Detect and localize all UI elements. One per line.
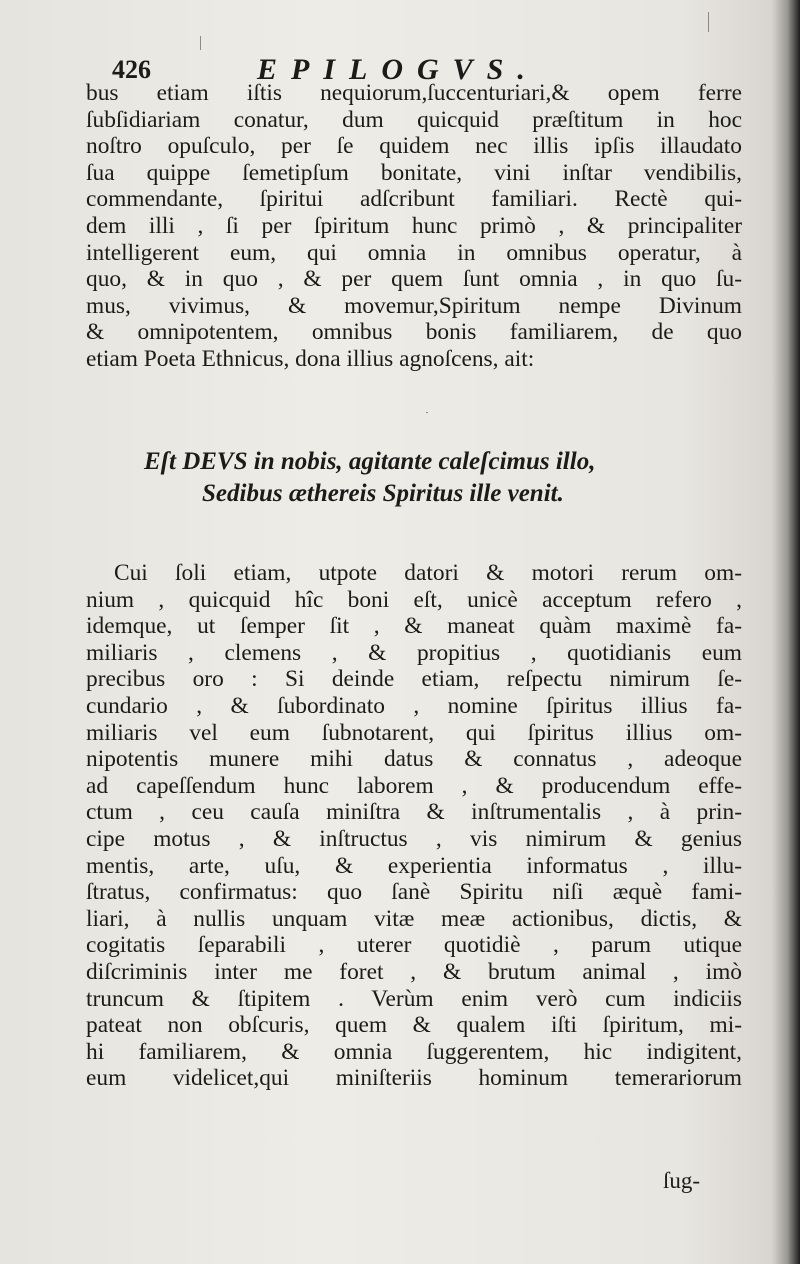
text-line: precibus oro : Si deinde etiam, reſpectu nimirum ſe- [86, 666, 742, 693]
text-line: cipe motus , & inſtructus , vis nimirum & genius [86, 825, 742, 852]
text-line: cogitatis ſeparabili , uterer quotidiè , parum utique [86, 932, 742, 959]
text-line: dem illi , ſi per ſpiritum hunc primò , & principaliter [86, 212, 742, 239]
verse-line-2: Sedibus æthereis Spiritus ille venit. [202, 480, 564, 507]
text-line: & omnipotentem, omnibus bonis familiarem, de quo [86, 319, 742, 346]
text-line: mentis, arte, uſu, & experientia informatus , illu- [86, 852, 742, 879]
verse-quotation [90, 446, 710, 510]
text-line: pateat non obſcuris, quem & qualem iſti ſpiritum, mi- [86, 1012, 742, 1039]
text-line: noſtro opuſculo, per ſe quidem nec illis ipſis illaudato [86, 133, 742, 160]
text-line: nium , quicquid hîc boni eſt, unicè acceptum refero , [86, 586, 742, 613]
text-line: ſua quippe ſemetipſum bonitate, vini inſtar vendibilis, [86, 159, 742, 186]
verse-line-1: Eſt DEVS in nobis, agitante caleſcimus illo, [144, 448, 596, 475]
text-line: nipotentis munere mihi datus & connatus , adeoque [86, 746, 742, 773]
page-number: 426 [112, 55, 151, 84]
text-line: miliaris , clemens , & propitius , quotidianis eum [86, 639, 742, 666]
text-line: ſubſidiariam conatur, dum quicquid præſtitum in hoc [86, 106, 742, 133]
text-line: mus, vivimus, & movemur,Spiritum nempe Divinum [86, 292, 742, 319]
text-line: commendante, ſpiritui adſcribunt familiari. Rectè qui- [86, 186, 742, 213]
text-line: intelligerent eum, qui omnia in omnibus operatur, à [86, 239, 742, 266]
text-line: quo, & in quo , & per quem ſunt omnia , in quo ſu- [86, 266, 742, 293]
text-line: ad capeſſendum hunc laborem , & producendum effe- [86, 772, 742, 799]
paper-blemish [426, 412, 428, 413]
text-line: bus etiam iſtis nequiorum,ſuccenturiari,& opem ferre [86, 80, 742, 106]
running-title: EPILOGVS. [257, 53, 539, 86]
text-line: ſtratus, confirmatus: quo ſanè Spiritu niſi æquè fami- [86, 879, 742, 906]
catchword: ſug- [663, 1168, 701, 1193]
paragraph-2 [86, 560, 742, 1092]
text-line: liari, à nullis unquam vitæ meæ actionibus, dictis, & [86, 905, 742, 932]
text-line: truncum & ſtipitem . Verùm enim verò cum indiciis [86, 985, 742, 1012]
text-line: idemque, ut ſemper ſit , & maneat quàm maximè fa- [86, 613, 742, 640]
spine-shadow [772, 0, 800, 1264]
text-line: cundario , & ſubordinato , nomine ſpiritus illius fa- [86, 692, 742, 719]
text-line: eum videlicet,qui miniſteriis hominum temerariorum [86, 1065, 742, 1092]
text-line: Cui ſoli etiam, utpote datori & motori rerum om- [114, 560, 742, 586]
paper-blemish [200, 36, 201, 50]
paragraph-1 [86, 80, 742, 373]
text-line: hi familiarem, & omnia ſuggerentem, hic indigitent, [86, 1038, 742, 1065]
text-line: diſcriminis inter me foret , & brutum animal , imò [86, 958, 742, 985]
text-line: miliaris vel eum ſubnotarent, qui ſpiritus illius om- [86, 719, 742, 746]
text-line: etiam Poeta Ethnicus, dona illius agnoſcens, ait: [86, 345, 535, 372]
text-line: ctum , ceu cauſa miniſtra & inſtrumentalis , à prin- [86, 799, 742, 826]
paper-blemish [708, 12, 709, 32]
